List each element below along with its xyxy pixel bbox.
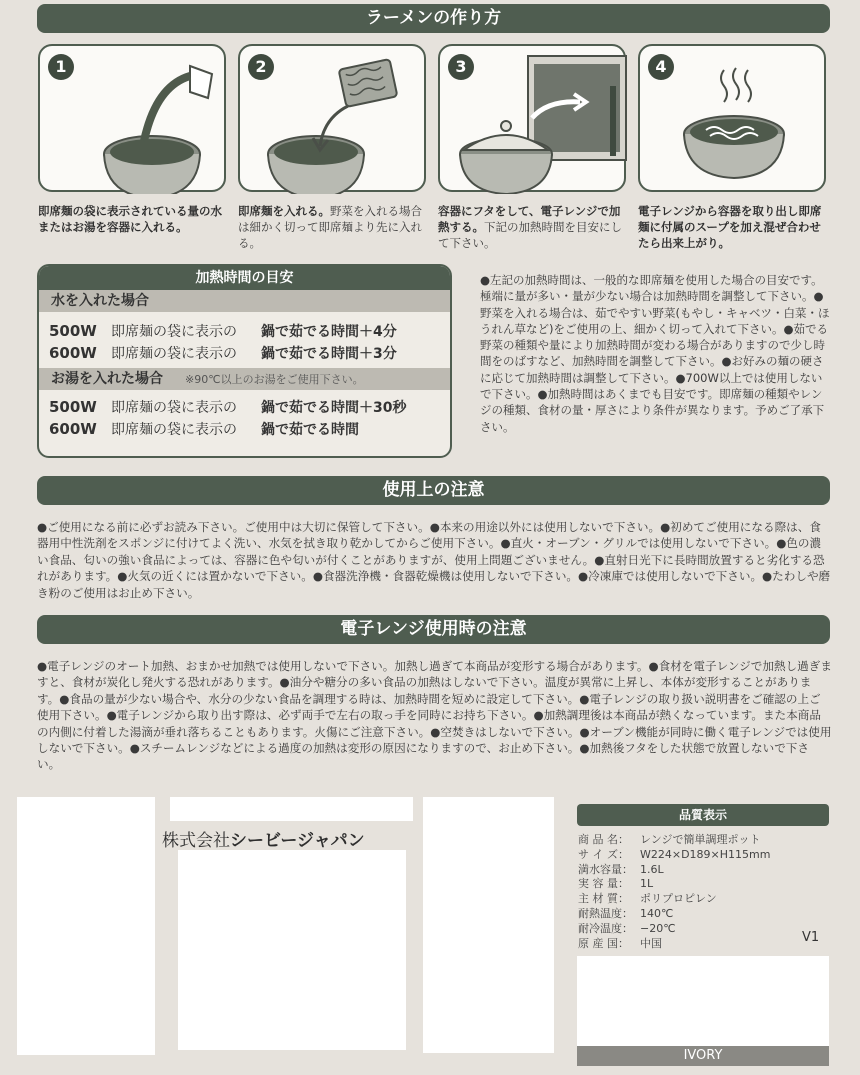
blank-label-area xyxy=(170,797,413,821)
caution-text: ●ご使用になる前に必ずお読み下さい。ご使用中は大切に保管して下さい。●本来の用途以外には使用しないで下さい。●初めてご使用になる際は、食器用中性洗剤をスポンジに付けてよく洗い、水気を拭き取り乾かしてからご使用下さい。●直火・オーブン・グリルでは使用しないで下さい。●色の濃い食品、匂いの強い食品によっては、容器に色や匂いが付くことがありますが、使用上問題ございません。●直射日光下に長時間放置すると劣化する恐れがあります。●火気の近くには置かないで下さい。●食器洗浄機・食器乾燥機は使用しないで下さい。●冷凍庫では使用しないで下さい。●たわしや磨き粉のご使用はお止め下さい。 xyxy=(37,520,831,600)
blank-label-area xyxy=(178,850,406,1050)
spec-row: 主 材 質： ポリプロピレン xyxy=(578,892,717,906)
blank-label-area xyxy=(17,797,155,1055)
heating-row: 500W 即席麺の袋に表示の 鍋で茹でる時間＋30秒 xyxy=(49,398,407,416)
spec-row: 原 産 国： 中国 xyxy=(578,936,662,950)
heating-row: 600W 即席麺の袋に表示の 鍋で茹でる時間 xyxy=(49,420,359,438)
step-number: 4 xyxy=(648,54,674,80)
step-2-caption: 即席麺を入れる。野菜を入れる場合は細かく切って即席麺より先に入れる。 xyxy=(238,204,422,250)
step-4-caption: 電子レンジから容器を取り出し即席麺に付属のスープを加え混ぜ合わせたら出来上がり。 xyxy=(638,204,822,250)
spec-row: 満水容量： 1.6L xyxy=(578,862,664,876)
blank-label-area xyxy=(423,797,554,1053)
heating-notes: ●左記の加熱時間は、一般的な即席麺を使用した場合の目安です。極端に量が多い・量が少ない場合は加熱時間を調整して下さい。●野菜を入れる場合は、茹でやすい野菜(もやし・キャベツ・白菜・ほうれん草など)をご使用の上、細かく切って入れて下さい。●茹でる野菜の種類や量により加熱時間が変わる場合がありますので少し時間をのばすなど、加熱時間を調整して下さい。●お好みの麺の硬さに応じて加熱時間は調整して下さい。●700W以上では使用しないで下さい。●加熱時間はあくまでも目安です。即席麺の種類やレンジの種類、食材の量・厚さにより条件が異なります。予めご了承下さい。 xyxy=(480,273,830,434)
spec-row: 商 品 名： レンジで簡単調理ポット xyxy=(578,833,761,846)
company-name: 株式会社シービージャパン xyxy=(162,831,365,851)
step-1-caption: 即席麺の袋に表示されている量の水またはお湯を容器に入れる。 xyxy=(38,204,222,234)
quality-label-title: 品質表示 xyxy=(577,804,829,826)
heating-row: 600W 即席麺の袋に表示の 鍋で茹でる時間＋3分 xyxy=(49,344,397,362)
caution-title: 使用上の注意 xyxy=(37,476,830,505)
water-section-label: 水を入れた場合 xyxy=(39,290,450,312)
step-3-panel xyxy=(438,44,626,192)
spec-row: 実 容 量： 1L xyxy=(578,877,654,891)
version-label: V1 xyxy=(802,930,820,945)
heating-row: 500W 即席麺の袋に表示の 鍋で茹でる時間＋4分 xyxy=(49,322,397,340)
spec-row: 耐冷温度： −20℃ xyxy=(578,921,676,935)
recipe-title: ラーメンの作り方 xyxy=(37,4,830,33)
heating-table-title: 加熱時間の目安 xyxy=(39,266,450,290)
step-number: 3 xyxy=(448,54,474,80)
microwave-caution-text: ●電子レンジのオート加熱、おまかせ加熱では使用しないで下さい。加熱し過ぎて本商品が変形する場合があります。●食材を電子レンジで加熱し過ぎますと、食材が炭化し発火する恐れがあります。●油分や糖分の多い食品の加熱はしないで下さい。温度が異常に上昇し、本体が変形することがあります。●食品の量が少ない場合や、水分の少ない食品を調理する時は、加熱時間を短めに設定して下さい。●電子レンジの取り扱い説明書をご確認の上ご使用下さい。●電子レンジから取り出す際は、必ず両手で左右の取っ手を同時にお持ち下さい。●加熱調理後は本商品が熱くなっています。また本商品の内側に付着した湯滴が垂れ落ちることもあります。火傷にご注意下さい。●空焚きはしないで下さい。●オーブン機能が同時に働く電子レンジでは使用しないで下さい。●スチームレンジなどによる過度の加熱は変形の原因になりますので、お止め下さい。●加熱後フタをした状態で放置しないで下さい。 xyxy=(37,659,832,772)
quality-label-specs xyxy=(578,833,770,951)
step-4-panel xyxy=(638,44,826,192)
step-2-panel xyxy=(238,44,426,192)
step-3-caption: 容器にフタをして、電子レンジで加熱する。下記の加熱時間を目安にして下さい。 xyxy=(438,204,622,250)
microwave-caution-title: 電子レンジ使用時の注意 xyxy=(37,615,830,644)
heating-time-table xyxy=(37,264,452,458)
hot-water-section-label: お湯を入れた場合 ※90℃以上のお湯をご使用下さい。 xyxy=(39,368,450,390)
step-number: 2 xyxy=(248,54,274,80)
step-number: 1 xyxy=(48,54,74,80)
spec-row: 耐熱温度： 140℃ xyxy=(578,906,674,920)
color-label: IVORY xyxy=(577,1046,829,1066)
spec-row: サ イ ズ： W224×D189×H115mm xyxy=(578,847,771,861)
blank-label-area xyxy=(577,956,829,1046)
step-1-panel xyxy=(38,44,226,192)
